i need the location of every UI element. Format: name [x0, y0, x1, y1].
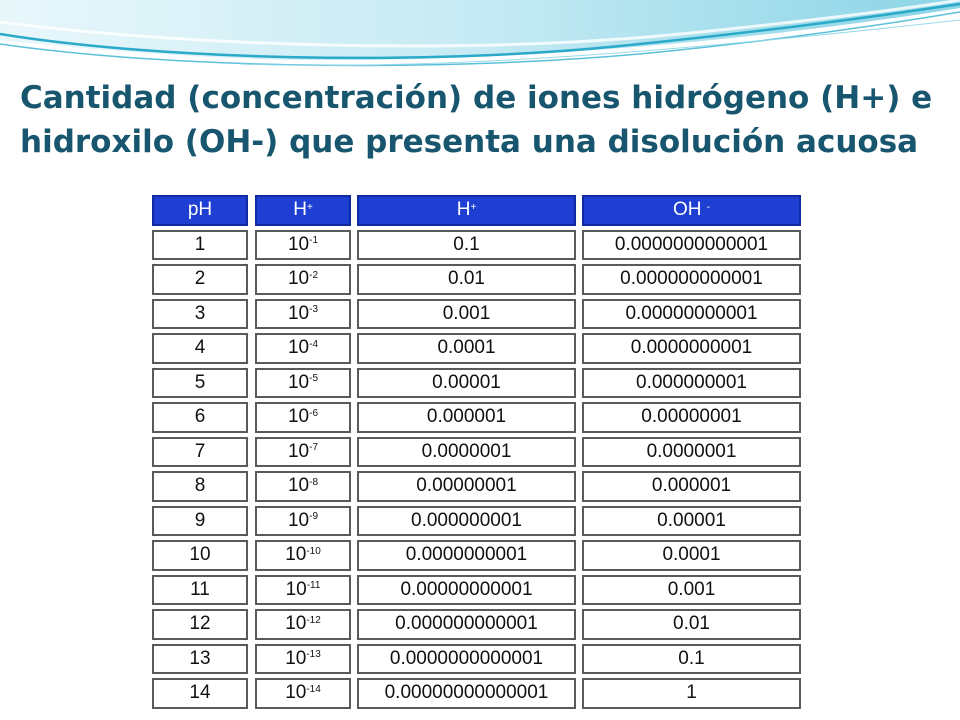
h-decimal-cell [357, 299, 576, 330]
oh-value: 0.001 [667, 578, 716, 600]
h-decimal-value: 0.0000000000001 [389, 647, 544, 669]
h-decimal-cell [357, 644, 576, 675]
ph-value: 10 [189, 544, 211, 566]
h-decimal-cell [357, 678, 576, 709]
power-base: 10 [285, 578, 307, 600]
ph-value: 7 [194, 440, 206, 462]
ph-cell [152, 540, 248, 571]
h-exponent-cell [255, 609, 351, 640]
power-base: 10 [285, 647, 307, 669]
slide-title-line-2: hidroxilo (OH-) que presenta una disolución acuosa [20, 124, 919, 160]
ph-value: 12 [189, 613, 211, 635]
h-decimal-cell [357, 540, 576, 571]
oh-cell [582, 264, 801, 295]
ph-cell [152, 230, 248, 261]
h-decimal-cell [357, 609, 576, 640]
h-decimal-value: 0.0001 [437, 337, 496, 359]
h-exponent-cell [255, 333, 351, 364]
power-exponent: -8 [309, 476, 319, 488]
oh-cell [582, 678, 801, 709]
ph-cell [152, 264, 248, 295]
h-decimal-cell [357, 471, 576, 502]
oh-value: 0.0000001 [646, 440, 737, 462]
oh-value: 0.0001 [662, 544, 721, 566]
h-decimal-value: 0.1 [453, 233, 480, 255]
ph-value: 11 [190, 578, 210, 600]
oh-cell [582, 471, 801, 502]
h-exponent-cell [255, 540, 351, 571]
h-decimal-cell [357, 575, 576, 606]
ph-value: 8 [194, 475, 206, 497]
power-base: 10 [287, 337, 310, 359]
oh-cell [582, 333, 801, 364]
ph-value: 4 [194, 337, 206, 359]
oh-cell [582, 644, 801, 675]
oh-value: 0.000001 [651, 475, 732, 497]
h-decimal-header-label: H [456, 199, 471, 221]
ph-cell [152, 471, 248, 502]
oh-value: 0.00000000001 [625, 302, 758, 324]
h-decimal-cell [357, 437, 576, 468]
oh-value: 0.01 [673, 613, 710, 635]
power-exponent: -7 [309, 442, 319, 454]
ph-cell [152, 609, 248, 640]
oh-header [582, 195, 801, 226]
slide-title [20, 76, 950, 164]
oh-cell [582, 609, 801, 640]
power-base: 10 [287, 475, 310, 497]
ph-column [152, 195, 248, 713]
oh-value: 1 [686, 682, 697, 704]
h-decimal-cell [357, 264, 576, 295]
power-base: 10 [287, 406, 310, 428]
h-exponent-cell [255, 506, 351, 537]
h-decimal-value: 0.00000001 [416, 475, 517, 497]
oh-cell [582, 402, 801, 433]
power-base: 10 [287, 302, 310, 324]
ph-cell [152, 678, 248, 709]
h-exponent-cell [255, 230, 351, 261]
h-exponent-header-label: H [293, 199, 307, 221]
h-exponent-cell [255, 471, 351, 502]
h-decimal-value: 0.0000001 [421, 440, 512, 462]
h-decimal-cell [357, 368, 576, 399]
ph-header-label: pH [187, 199, 213, 221]
oh-header-label: OH [672, 199, 702, 221]
h-decimal-column [357, 195, 576, 713]
oh-value: 0.1 [678, 647, 705, 669]
h-exponent-column [255, 195, 351, 713]
power-exponent: -4 [309, 338, 319, 350]
h-exponent-cell [255, 575, 351, 606]
h-decimal-header [357, 195, 576, 226]
ph-header [152, 195, 248, 226]
h-decimal-value: 0.00000000001 [400, 578, 533, 600]
ph-value: 1 [194, 233, 206, 255]
h-decimal-value: 0.0000000001 [405, 544, 528, 566]
power-base: 10 [287, 371, 310, 393]
ph-cell [152, 575, 248, 606]
h-decimal-cell [357, 506, 576, 537]
power-exponent: -3 [309, 304, 319, 316]
power-base: 10 [287, 509, 310, 531]
power-exponent: -13 [306, 649, 321, 661]
power-base: 10 [285, 544, 307, 566]
ph-cell [152, 368, 248, 399]
ph-value: 14 [189, 682, 211, 704]
slide-title-line-1: Cantidad (concentración) de iones hidrógeno (H+) e [20, 80, 933, 116]
power-exponent: -11 [306, 580, 321, 592]
h-decimal-cell [357, 333, 576, 364]
ph-cell [152, 644, 248, 675]
ph-value: 9 [194, 509, 206, 531]
power-base: 10 [285, 613, 307, 635]
ph-cell [152, 333, 248, 364]
h-decimal-value: 0.01 [448, 268, 485, 290]
oh-cell [582, 230, 801, 261]
ph-value: 2 [194, 268, 206, 290]
power-exponent: -9 [309, 511, 319, 523]
oh-cell [582, 368, 801, 399]
h-decimal-value: 0.001 [442, 302, 491, 324]
oh-value: 0.0000000000001 [614, 233, 769, 255]
oh-cell [582, 506, 801, 537]
power-base: 10 [287, 268, 310, 290]
ph-cell [152, 402, 248, 433]
h-exponent-cell [255, 264, 351, 295]
ph-value: 6 [194, 406, 206, 428]
h-exponent-header-charge: + [306, 201, 313, 213]
h-decimal-value: 0.000000000001 [395, 613, 538, 635]
h-decimal-value: 0.00001 [432, 371, 501, 393]
ph-cell [152, 506, 248, 537]
h-decimal-value: 0.000001 [426, 406, 507, 428]
power-base: 10 [285, 682, 307, 704]
oh-cell [582, 575, 801, 606]
h-exponent-cell [255, 437, 351, 468]
power-base: 10 [287, 233, 310, 255]
power-exponent: -12 [306, 614, 321, 626]
power-exponent: -10 [306, 545, 321, 557]
ph-value: 13 [189, 647, 211, 669]
power-exponent: -1 [309, 235, 319, 247]
power-exponent: -2 [309, 269, 319, 281]
oh-cell [582, 540, 801, 571]
power-exponent: -6 [309, 407, 319, 419]
header-wave-decoration [0, 0, 960, 80]
power-base: 10 [287, 440, 310, 462]
ph-cell [152, 299, 248, 330]
oh-value: 0.000000000001 [620, 268, 763, 290]
oh-value: 0.00000001 [641, 406, 742, 428]
ph-cell [152, 437, 248, 468]
oh-header-charge: - [706, 201, 711, 213]
h-decimal-cell [357, 230, 576, 261]
h-decimal-header-charge: + [470, 201, 477, 213]
h-exponent-cell [255, 368, 351, 399]
h-decimal-cell [357, 402, 576, 433]
h-exponent-cell [255, 402, 351, 433]
h-decimal-value: 0.000000001 [411, 509, 522, 531]
h-exponent-header [255, 195, 351, 226]
oh-cell [582, 299, 801, 330]
h-exponent-cell [255, 644, 351, 675]
oh-cell [582, 437, 801, 468]
h-decimal-value: 0.00000000000001 [384, 682, 549, 704]
power-exponent: -5 [309, 373, 319, 385]
oh-value: 0.00001 [657, 509, 726, 531]
power-exponent: -14 [306, 683, 321, 695]
oh-value: 0.000000001 [636, 371, 747, 393]
oh-column [582, 195, 801, 713]
oh-value: 0.0000000001 [630, 337, 753, 359]
ph-value: 5 [194, 371, 206, 393]
h-exponent-cell [255, 299, 351, 330]
ph-value: 3 [194, 302, 206, 324]
h-exponent-cell [255, 678, 351, 709]
